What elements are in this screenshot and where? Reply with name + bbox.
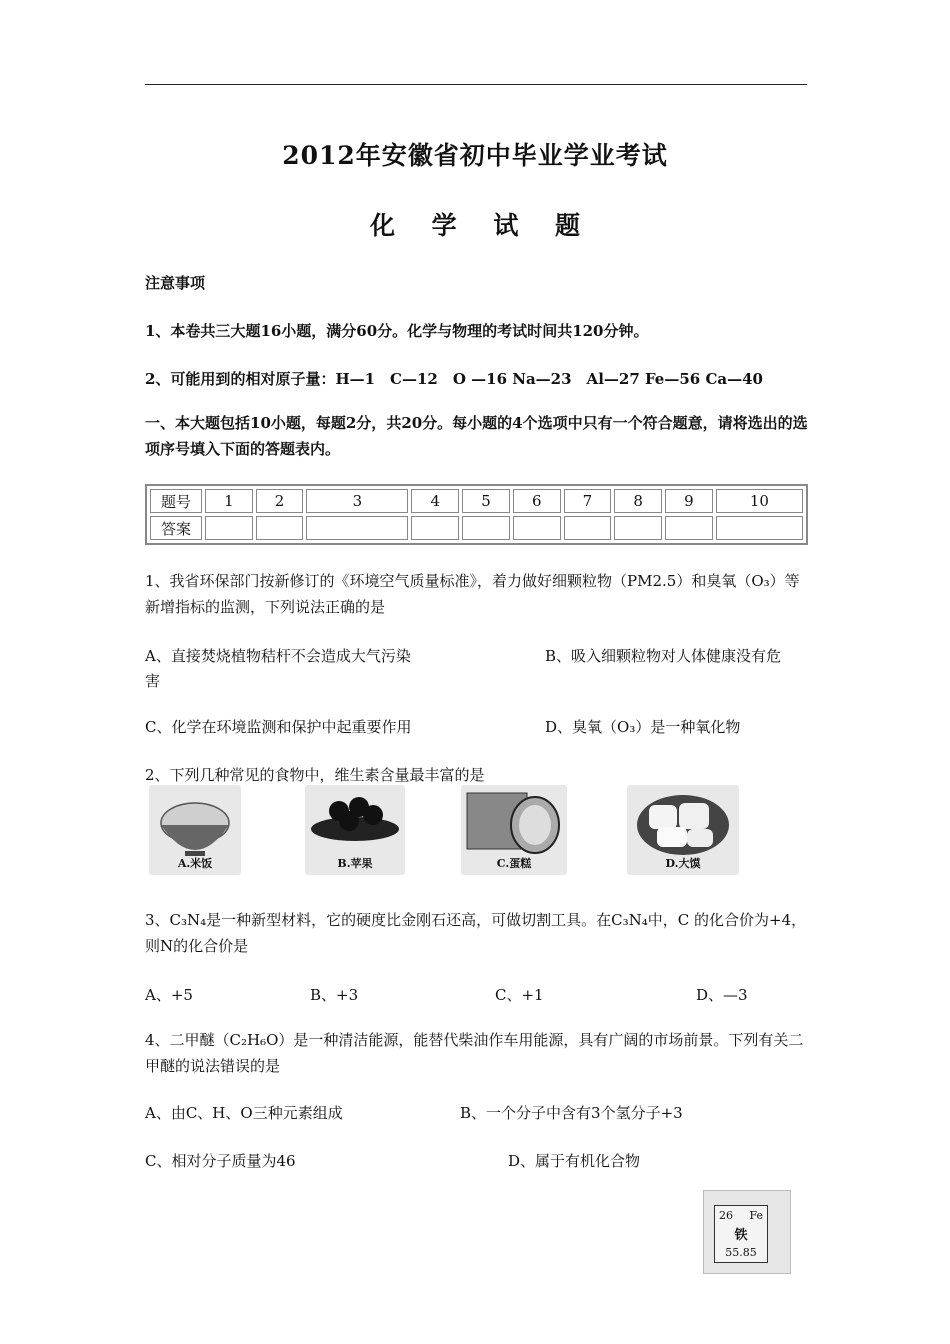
q1-option-b-continued: 害 xyxy=(145,672,161,690)
q2-stem: 2、下列几种常见的食物中，维生素含量最丰富的是 xyxy=(145,766,485,784)
answer-cell[interactable] xyxy=(411,516,459,540)
cake-image xyxy=(461,785,567,875)
number-cell: 10 xyxy=(716,489,803,513)
answer-cell[interactable] xyxy=(513,516,561,540)
apples-image xyxy=(305,785,405,875)
number-cell: 6 xyxy=(513,489,561,513)
number-cell: 1 xyxy=(205,489,253,513)
answer-cell[interactable] xyxy=(462,516,510,540)
q4-stem: 4、二甲醚（C₂H₆O）是一种清洁能源，能替代柴油作车用能源，具有广阔的市场前景。下列有关二甲醚的说法错误的是 xyxy=(145,1031,804,1075)
number-cell: 4 xyxy=(411,489,459,513)
row-label-number: 题号 xyxy=(150,489,202,513)
food-caption-d: D.大馍 xyxy=(665,857,701,870)
q3-option-c: C、+1 xyxy=(495,986,544,1004)
top-rule xyxy=(145,84,807,85)
q1-option-a: A、直接焚烧植物秸杆不会造成大气污染 xyxy=(145,647,411,665)
element-symbol: Fe xyxy=(749,1209,763,1222)
notes-item-2: 2、可能用到的相对原子量：H—1 C—12 O —16 Na—23 Al—27 Fe—56 Ca—40 xyxy=(145,370,763,388)
number-cell: 5 xyxy=(462,489,510,513)
q4-option-b: B、一个分子中含有3个氢分子+3 xyxy=(460,1104,683,1122)
q4-option-a: A、由C、H、O三种元素组成 xyxy=(145,1104,343,1122)
q1-option-b: B、吸入细颗粒物对人体健康没有危 xyxy=(545,647,782,665)
element-name: 铁 xyxy=(734,1228,748,1243)
answer-cell[interactable] xyxy=(614,516,662,540)
element-cell xyxy=(714,1205,768,1263)
q3-option-b: B、+3 xyxy=(310,986,359,1004)
rice-bowl-image xyxy=(149,785,241,875)
atomic-mass: 55.85 xyxy=(725,1246,757,1259)
answer-table-answer-row xyxy=(150,516,803,540)
food-images xyxy=(145,785,745,875)
answer-table-number-row xyxy=(150,489,803,513)
answer-table xyxy=(145,484,808,545)
q1-stem: 1、我省环保部门按新修订的《环境空气质量标准》，着力做好细颗粒物（PM2.5）和臭氧（O₃）等新增指标的监测，下列说法正确的是 xyxy=(145,572,800,616)
answer-cell[interactable] xyxy=(256,516,304,540)
q3-option-a: A、+5 xyxy=(145,986,193,1004)
notes-item-1: 1、本卷共三大题16小题，满分60分。化学与物理的考试时间共120分钟。 xyxy=(145,322,649,340)
steamed-bun-image xyxy=(627,785,739,875)
q3-option-d: D、—3 xyxy=(696,986,748,1004)
number-cell: 8 xyxy=(614,489,662,513)
notes-heading: 注意事项 xyxy=(145,274,206,292)
q1-option-d: D、臭氧（O₃）是一种氧化物 xyxy=(545,718,741,736)
answer-cell[interactable] xyxy=(716,516,803,540)
row-label-answer: 答案 xyxy=(150,516,202,540)
answer-cell[interactable] xyxy=(306,516,408,540)
atomic-number: 26 xyxy=(719,1209,733,1222)
iron-element-card xyxy=(703,1190,791,1274)
q4-option-c: C、相对分子质量为46 xyxy=(145,1152,296,1170)
answer-cell[interactable] xyxy=(205,516,253,540)
q3-stem: 3、C₃N₄是一种新型材料，它的硬度比金刚石还高，可做切割工具。在C₃N₄中，C 的化合价为+4，则N的化合价是 xyxy=(145,911,807,955)
exam-title: 2012年安徽省初中毕业学业考试 xyxy=(282,141,668,170)
number-cell: 7 xyxy=(564,489,612,513)
q1-option-c: C、化学在环境监测和保护中起重要作用 xyxy=(145,718,412,736)
food-caption-c: C.蛋糕 xyxy=(496,857,532,870)
answer-cell[interactable] xyxy=(665,516,713,540)
food-caption-a: A.米饭 xyxy=(177,857,213,870)
number-cell: 2 xyxy=(256,489,304,513)
exam-subtitle: 化 学 试 题 xyxy=(369,211,595,240)
section-instruction: 一、本大题包括10小题，每题2分，共20分。每小题的4个选项中只有一个符合题意，请将选出的选项序号填入下面的答题表内。 xyxy=(145,414,808,458)
number-cell: 9 xyxy=(665,489,713,513)
food-caption-b: B.苹果 xyxy=(337,857,373,870)
answer-cell[interactable] xyxy=(564,516,612,540)
number-cell: 3 xyxy=(306,489,408,513)
q4-option-d: D、属于有机化合物 xyxy=(508,1152,641,1170)
